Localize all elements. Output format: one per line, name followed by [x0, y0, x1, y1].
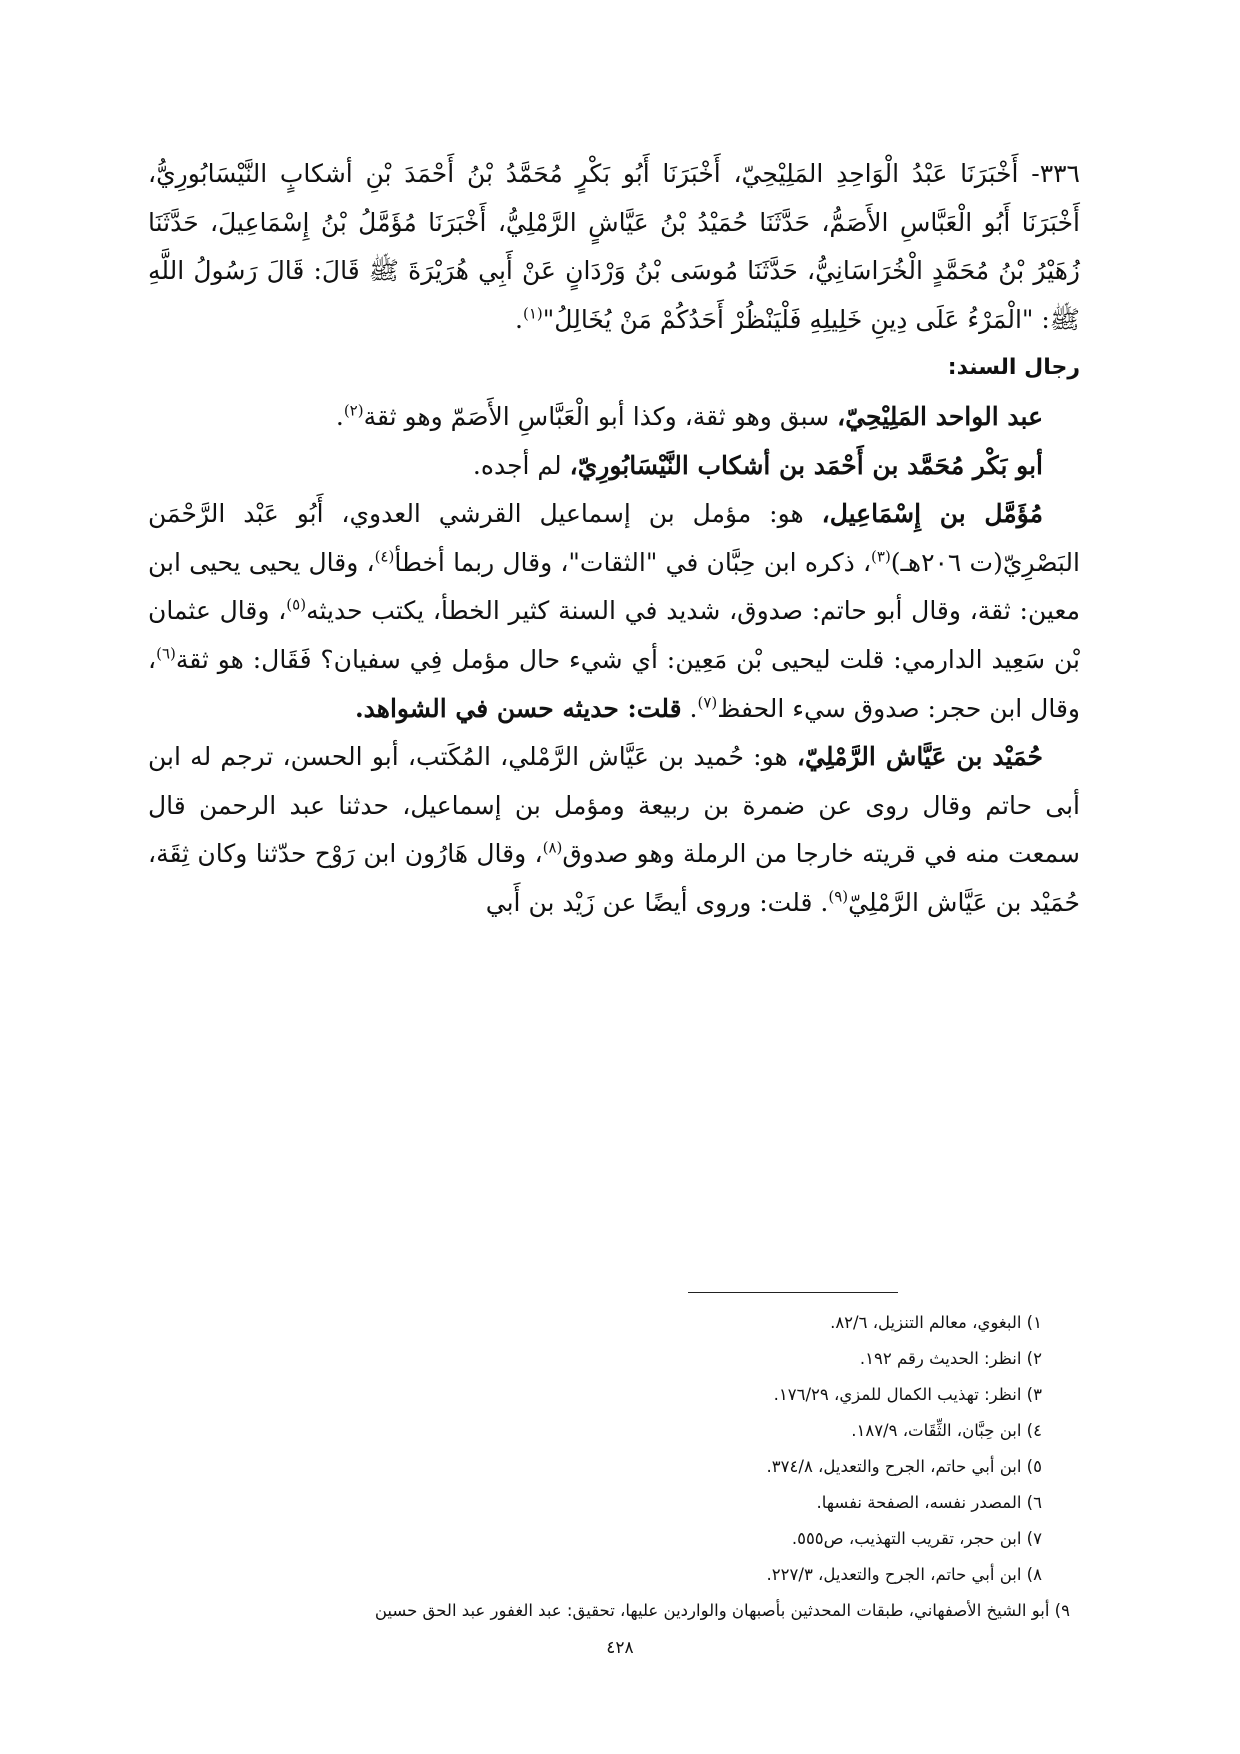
narrator-name: مُؤَمَّل بن إِسْمَاعِيل،	[821, 499, 1044, 529]
narrator-text: ، وقال ابن حجر: صدوق سيء الحفظ	[148, 644, 1080, 723]
verdict: قلت: حديثه حسن في الشواهد.	[354, 693, 682, 723]
page-body	[148, 150, 1080, 928]
footnote-ref-2[interactable]: (٢)	[343, 401, 364, 420]
narrator-text: ، وقال عثمان بْن سَعِيد الدارمي: قلت ليحيى بْن مَعِين: أي شيء حال مؤمل فِي سفيان؟ فَقَال: هو ثقة	[148, 596, 1080, 674]
narrator-name: أبو بَكْر مُحَمَّد بن أَحْمَد بن أشكاب النَّيْسَابُورِيّ،	[569, 450, 1043, 480]
footnote-6: ٦) المصدر نفسه، الصفحة نفسها.	[816, 1493, 1042, 1512]
narrator-name: حُمَيْد بن عَيَّاش الرَّمْلِيّ،	[796, 742, 1043, 772]
footnotes	[148, 1305, 1080, 1629]
footnote-1: ١) البغوي، معالم التنزيل، ٨٢/٦.	[830, 1313, 1042, 1332]
narrator-text: ، وقال هَارُون ابن رَوْح حدّثنا وكان ثِقَة، حُمَيْد بن عَيَّاش الرَّمْلِيّ	[148, 839, 1080, 917]
narrator-humayd	[148, 733, 1080, 927]
hadith-end: .	[515, 304, 523, 334]
section-heading: رجال السند:	[947, 355, 1080, 381]
footnote-9: ٩) أبو الشيخ الأصفهاني، طبقات المحدثين بأصبهان والواردين عليها، تحقيق: عبد الغفور عبد الحق حسين	[374, 1601, 1070, 1620]
footnote-ref-6[interactable]: (٦)	[156, 644, 176, 663]
footnote-ref-8[interactable]: (٨)	[542, 838, 563, 857]
footnote-ref-9[interactable]: (٩)	[828, 887, 849, 906]
footnote-ref-5[interactable]: (٥)	[286, 596, 307, 615]
footnote-ref-7[interactable]: (٧)	[697, 693, 718, 712]
narrator-text: ، وقال يحيى يحيى ابن معين: ثقة، وقال أبو حاتم: صدوق، شديد في السنة كثير الخطأ، يكتب حديثه	[148, 547, 1080, 626]
narrator-text: سبق وهو ثقة، وكذا أبو الْعَبَّاسِ الأَصَمّ وهو ثقة	[363, 401, 838, 431]
narrator-name: عبد الواحد المَلِيْحِيّ،	[837, 401, 1043, 431]
narrator-text: ، ذكره ابن حِبَّان في "الثقات"، وقال ربما أخطأ	[394, 547, 872, 577]
narrator-text: هو: حُميد بن عَيَّاش الرَّمْلي، المُكَتب، أبو الحسن، ترجم له ابن أبى حاتم وقال روى عن ضمرة بن ربيعة ومؤمل بن إسماعيل، حدثنا عبد الرحمن قال سمعت منه في قريته خارجا من الرملة وهو صدوق	[148, 742, 1081, 869]
footnote-ref-4[interactable]: (٤)	[374, 547, 395, 566]
footnote-5: ٥) ابن أبي حاتم، الجرح والتعديل، ٣٧٤/٨.	[766, 1457, 1042, 1476]
narrator-text: .	[681, 693, 698, 723]
page-number: ٤٢٨	[606, 1638, 634, 1658]
narrator-abd-alwahid	[148, 393, 1080, 442]
narrator-muammal	[148, 490, 1080, 733]
footnote-7: ٧) ابن حجر، تقريب التهذيب، ص٥٥٥.	[791, 1529, 1042, 1548]
hadith-text: ٣٣٦- أَخْبَرَنَا عَبْدُ الْوَاحِدِ المَلِيْحِيّ، أَخْبَرَنَا أَبُو بَكْرٍ مُحَمَّدُ بْنُ أَحْمَدَ بْنِ أشكابٍ النَّيْسَابُورِيُّ، أَخْبَرَنَا أَبُو الْعَبَّاسِ الأَصَمُّ، حَدَّثَنَا حُمَيْدُ بْنُ عَيَّاشٍ الرَّمْلِيُّ، أَخْبَرَنَا مُؤَمَّلُ بْنُ إِسْمَاعِيلَ، حَدَّثَنَا زُهَيْرُ بْنُ مُحَمَّدٍ الْخُرَاسَانِيُّ، حَدَّثَنَا مُوسَى بْنُ وَرْدَانٍ عَنْ أَبِي هُرَيْرَةَ ﷺ قَالَ: قَالَ رَسُولُ اللَّهِ ﷺ: "الْمَرْءُ عَلَى دِينِ خَلِيلِهِ فَلْيَنْظُرْ أَحَدُكُمْ مَنْ يُخَالِلُ"	[148, 159, 1080, 334]
footnote-3: ٣) انظر: تهذيب الكمال للمزي، ١٧٦/٢٩.	[773, 1385, 1042, 1404]
footnote-2: ٢) انظر: الحديث رقم ١٩٢.	[859, 1349, 1042, 1368]
narrator-text: لم أجده.	[472, 450, 570, 480]
narrator-end: .	[335, 401, 344, 431]
narrator-text: هو: مؤمل بن إسماعيل القرشي العدوي، أَبُو عَبْد الرَّحْمَن البَصْرِيّ(ت ٢٠٦هـ)	[148, 499, 1080, 577]
narrator-abu-bakr	[148, 442, 1080, 491]
hadith-paragraph	[148, 150, 1080, 344]
footnote-ref-1[interactable]: (١)	[522, 304, 543, 323]
footnote-4: ٤) ابن حِبَّان، الثِّقَات، ١٨٧/٩.	[851, 1421, 1042, 1440]
footnote-ref-3[interactable]: (٣)	[871, 547, 891, 566]
narrator-text: . قلت: وروى أيضًا عن زَيْد بن أَبي	[485, 887, 829, 917]
footnote-separator	[688, 1292, 898, 1293]
footnote-8: ٨) ابن أبي حاتم، الجرح والتعديل، ٢٢٧/٣.	[766, 1565, 1042, 1584]
